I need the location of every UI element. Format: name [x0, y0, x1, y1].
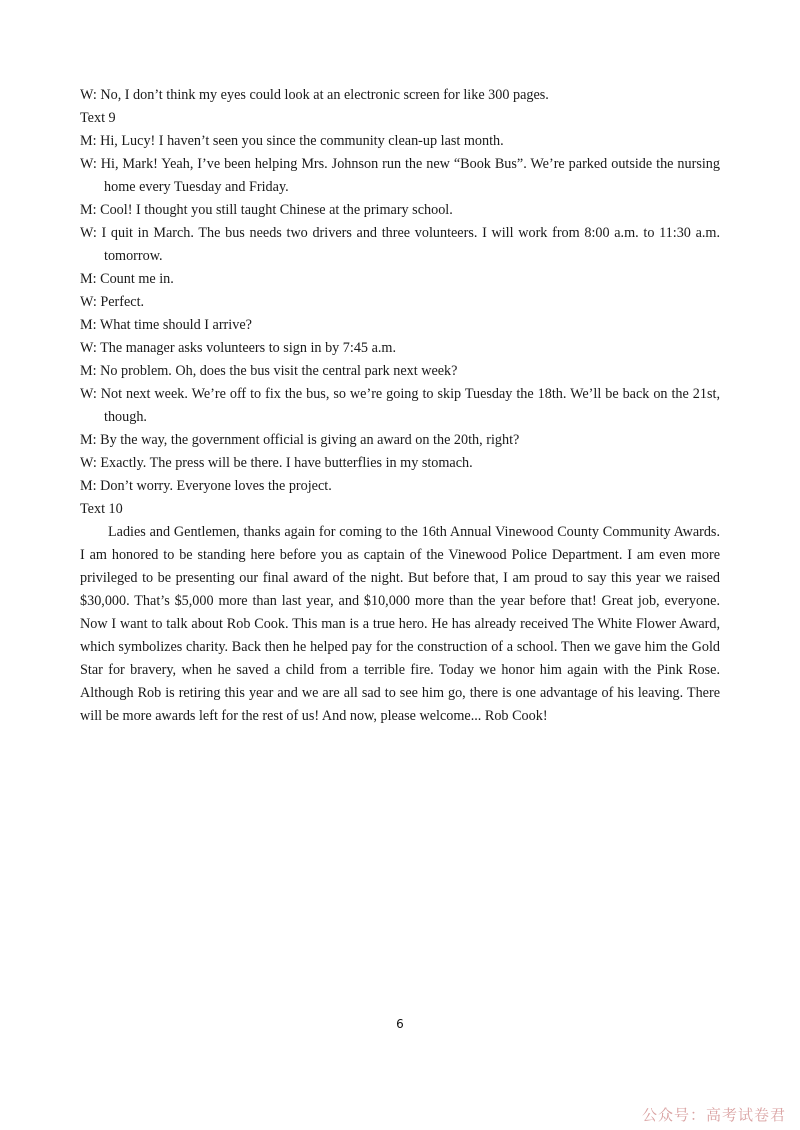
dialogue-line: M: Cool! I thought you still taught Chinese at the primary school.	[80, 202, 453, 218]
page-number: 6	[396, 1017, 404, 1031]
speech-paragraph: Ladies and Gentlemen, thanks again for coming to the 16th Annual Vinewood County Community Awards. I am honored to be standing here before you as captain of the Vinewood Police Department. I am even more privileged to be presenting our final award of the night. But before that, I am proud to say this year we raised $30,000. That’s $5,000 more than last year, and $10,000 more than the year before that! Great job, everyone. Now I want to talk about Rob Cook. This man is a true hero. He has already received The White Flower Award, which symbolizes charity. Back then he helped pay for the construction of a school. Then we gave him the Gold Star for bravery, when he saved a child from a terrible fire. Today we honor him again with the Pink Rose. Although Rob is retiring this year and we are all sad to see him go, there is one advantage of his leaving. There will be more awards left for the rest of us! And now, please welcome... Rob Cook!	[80, 524, 720, 724]
dialogue-line: M: By the way, the government official is giving an award on the 20th, right?	[80, 432, 520, 448]
section-heading-text-10: Text 10	[80, 501, 123, 517]
dialogue-line: M: No problem. Oh, does the bus visit the central park next week?	[80, 363, 458, 379]
document-body	[80, 84, 720, 728]
dialogue-line: M: What time should I arrive?	[80, 317, 252, 333]
watermark-text: 公众号：高考试卷君	[641, 1106, 786, 1124]
section-heading-text-9: Text 9	[80, 110, 116, 126]
dialogue-line: M: Don’t worry. Everyone loves the project.	[80, 478, 332, 494]
dialogue-line: W: Hi, Mark! Yeah, I’ve been helping Mrs. Johnson run the new “Book Bus”. We’re parked outside the nursing home every Tuesday and Friday.	[80, 156, 720, 195]
dialogue-line: W: Not next week. We’re off to fix the bus, so we’re going to skip Tuesday the 18th. We’ll be back on the 21st, though.	[80, 386, 720, 425]
dialogue-line: W: No, I don’t think my eyes could look at an electronic screen for like 300 pages.	[80, 87, 549, 103]
dialogue-line: W: I quit in March. The bus needs two drivers and three volunteers. I will work from 8:00 a.m. to 11:30 a.m. tomorrow.	[80, 225, 720, 264]
dialogue-line: M: Hi, Lucy! I haven’t seen you since the community clean-up last month.	[80, 133, 504, 149]
dialogue-line: M: Count me in.	[80, 271, 174, 287]
dialogue-line: W: Perfect.	[80, 294, 145, 310]
dialogue-line: W: The manager asks volunteers to sign in by 7:45 a.m.	[80, 340, 397, 356]
dialogue-line: W: Exactly. The press will be there. I have butterflies in my stomach.	[80, 455, 473, 471]
